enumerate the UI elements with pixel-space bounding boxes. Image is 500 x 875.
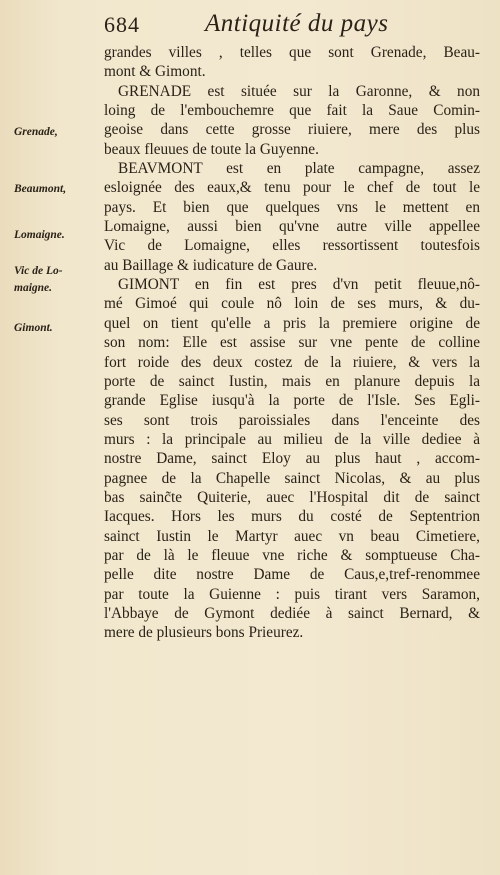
text-line: au Baillage & iudicature de Gaure.: [104, 256, 318, 274]
text-line: loing de l'embouchemre que fait la Saue Comin-: [104, 102, 480, 120]
page-header: [0, 8, 500, 42]
margin-note-gimont: Gimont.: [14, 322, 53, 334]
text-line: beaux fleuues de toute la Guyenne.: [104, 140, 319, 158]
page-number: 684: [104, 12, 140, 37]
text-line: grande Eglise iusqu'à la porte de l'Isle. Ses Egli-: [104, 392, 480, 410]
text-line-gimont-paragraph: GIMONT en fin est pres d'vn petit fleuue,nô-: [118, 276, 480, 294]
text-line: pagnee de la Chapelle sainct Nicolas, & au plus: [104, 469, 480, 487]
text-line: par de là le fleuue vne riche & somptueuse Cha-: [104, 546, 480, 564]
text-line: sainct Iustin le Martyr auec vn beau Cimetiere,: [104, 527, 480, 545]
running-title: Antiquité du pays: [205, 10, 389, 37]
margin-note-vic-de-lomaigne-cont: maigne.: [14, 282, 53, 294]
text-line: bas sainc̃te Quiterie, auec l'Hospital dit de sainct: [104, 488, 480, 506]
margin-note-grenade: Grenade,: [14, 126, 58, 138]
text-line-beaumont-paragraph: BEAVMONT est en plate campagne, assez: [118, 160, 480, 178]
text-line: Lomaigne, aussi bien qu'vne autre ville appellee: [104, 218, 480, 236]
main-text: [104, 43, 480, 643]
text-line: Iacques. Hors les murs du costé de Septentrion: [104, 508, 480, 526]
text-line: mere de plusieurs bons Prieurez.: [104, 624, 304, 642]
text-line: porte de sainct Iustin, mais en planure depuis la: [104, 372, 480, 390]
text-line: mont & Gimont.: [104, 63, 206, 81]
margin-note-vic-de-lomaigne: Vic de Lo-: [14, 265, 63, 277]
text-line: grandes villes , telles que sont Grenade, Beau-: [104, 44, 480, 61]
text-line: ses sont trois paroissiales dans l'enceinte des: [104, 411, 480, 429]
text-line: Vic de Lomaigne, elles ressortissent toutesfois: [104, 237, 480, 255]
text-line: esloignée des eaux,& tenu pour le chef de tout le: [104, 179, 480, 197]
text-line: fort roide des deux costez de la riuiere, & vers la: [104, 353, 480, 371]
margin-note-beaumont: Beaumont,: [14, 183, 67, 195]
margin-note-lomaigne: Lomaigne.: [14, 229, 65, 241]
text-line: l'Abbaye de Gymont dediée à sainct Bernard, &: [104, 604, 480, 622]
text-line: pelle dite nostre Dame de Caus,e,tref-renommee: [104, 566, 480, 584]
text-line: son nom: Elle est assise sur vne pente de colline: [104, 334, 480, 352]
text-line: nostre Dame, sainct Eloy au plus haut , accom-: [104, 450, 480, 468]
text-line: pays. Et bien que quelques vns le mettent en: [104, 198, 480, 216]
text-line: geoise dans cette grosse riuiere, mere des plus: [104, 121, 480, 139]
text-line: par toute la Guienne : puis tirant vers Saramon,: [104, 585, 480, 603]
text-line: mé Gimoé qui coule nô loin de ses murs, & du-: [104, 295, 480, 313]
text-line: quel on tient qu'elle a pris la premiere origine de: [104, 314, 480, 332]
text-line: murs : la principale au milieu de la ville dediee à: [104, 430, 480, 448]
text-line-grenade-paragraph: GRENADE est située sur la Garonne, & non: [118, 82, 480, 100]
